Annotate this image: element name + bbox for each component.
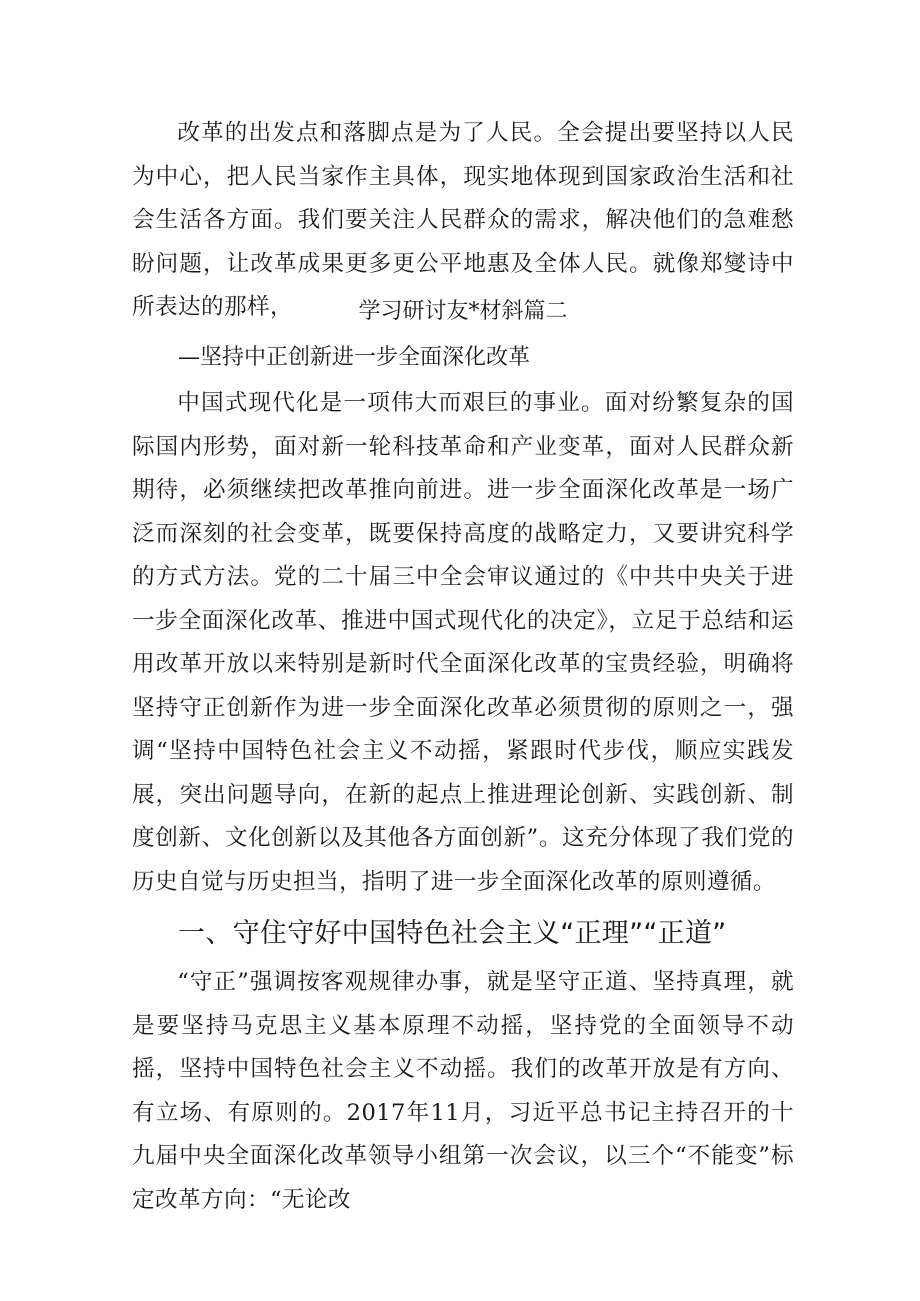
- body-paragraph-3: “守正”强调按客观规律办事，就是坚守正道、坚持真理，就是要坚持马克思主义基本原理不动摇，坚持党的全面领导不动摇，坚持中国特色社会主义不动摇。我们的改革开放是有方向、有立场、有原则的。2017年11月，习近平总书记主持召开的十九届中央全面深化改革领导小组第一次会议，以三个“不能变”标定改革方向：“无论改: [132, 969, 794, 1213]
- body-paragraph-2: 中国式现代化是一项伟大而艰巨的事业。面对纷繁复杂的国际国内形势，面对新一轮科技革命和产业变革，面对人民群众新期待，必须继续把改革推向前进。进一步全面深化改革是一场广泛而深刻的社会变革，既要保持高度的战略定力，又要讲究科学的方式方法。党的二十届三中全会审议通过的《中共中央关于进一步全面深化改革、推进中国式现代化的决定》，立足于总结和运用改革开放以来特别是新时代全面深化改革的宝贵经验，明确将坚持守正创新作为进一步全面深化改革必须贯彻的原则之一，强调“坚持中国特色社会主义不动摇，紧跟时代步伐，顺应实践发展，突出问题导向，在新的起点上推进理论创新、实践创新、制度创新、文化创新以及其他各方面创新”。这充分体现了我们党的历史自觉与历史担当，指明了进一步全面深化改革的原则遵循。: [132, 390, 794, 895]
- section-title: 学习研讨友*材斜篇二: [358, 299, 568, 324]
- section-heading-1: 一、守住守好中国特色社会主义“正理”“正道”: [178, 918, 727, 949]
- section-subtitle: —坚持中正创新进一步全面深化改革: [178, 345, 531, 370]
- body-paragraph-1: 改革的出发点和落脚点是为了人民。全会提出要坚持以人民为中心，把人民当家作主具体，现实地体现到国家政治生活和社会生活各方面。我们要关注人民群众的需求，解决他们的急难愁盼问题，让改革成果更多更公平地惠及全体人民。就像郑燮诗中所表达的那样，: [132, 120, 794, 320]
